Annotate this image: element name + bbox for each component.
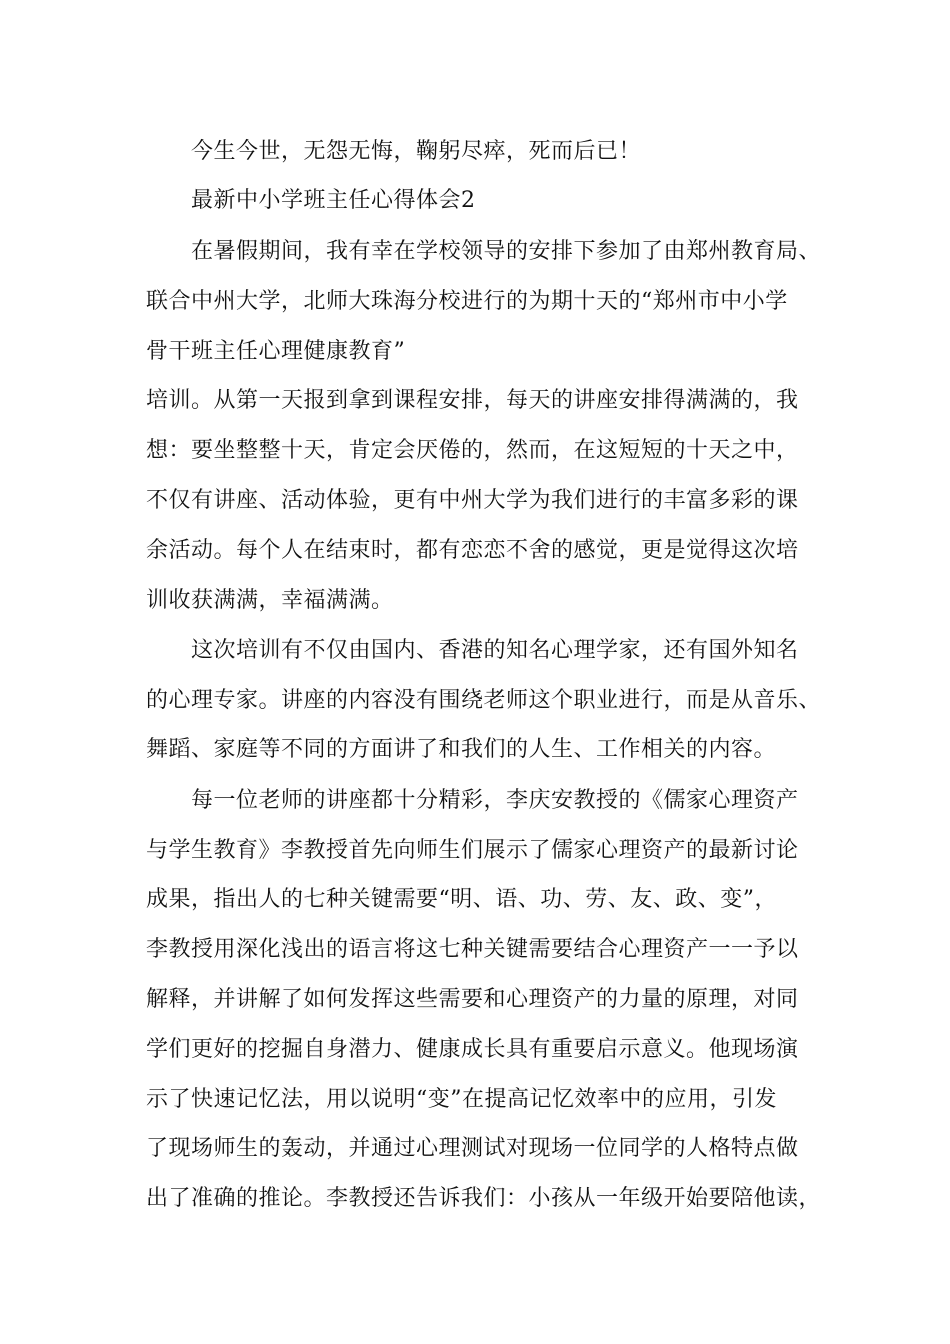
text-line: 余活动。每个人在结束时，都有恋恋不舍的感觉，更是觉得这次培 <box>146 538 799 563</box>
text-line: 示了快速记忆法，用以说明“变”在提高记忆效率中的应用，引发 <box>146 1087 777 1112</box>
text-line: 不仅有讲座、活动体验，更有中州大学为我们进行的丰富多彩的课 <box>146 488 799 513</box>
text-line: 与学生教育》李教授首先向师生们展示了儒家心理资产的最新讨论 <box>146 838 799 863</box>
text-line: 出了准确的推论。李教授还告诉我们：小孩从一年级开始要陪他读， <box>146 1186 822 1211</box>
text-line: 骨干班主任心理健康教育” <box>146 339 406 364</box>
text-line: 训收获满满，幸福满满。 <box>146 588 394 613</box>
text-line: 联合中州大学，北师大珠海分校进行的为期十天的“郑州市中小学 <box>146 289 788 314</box>
text-line: 想：要坐整整十天，肯定会厌倦的，然而，在这短短的十天之中， <box>146 438 799 463</box>
text-line: 学们更好的挖掘自身潜力、健康成长具有重要启示意义。他现场演 <box>146 1037 799 1062</box>
text-line: 这次培训有不仅由国内、香港的知名心理学家，还有国外知名 <box>191 638 799 663</box>
text-line: 今生今世，无怨无悔，鞠躬尽瘁，死而后已！ <box>191 139 642 164</box>
text-line: 在暑假期间，我有幸在学校领导的安排下参加了由郑州教育局、 <box>191 239 822 264</box>
text-line: 的心理专家。讲座的内容没有围绕老师这个职业进行，而是从音乐、 <box>146 688 822 713</box>
text-line: 每一位老师的讲座都十分精彩，李庆安教授的《儒家心理资产 <box>191 788 799 813</box>
text-line: 李教授用深化浅出的语言将这七种关键需要结合心理资产一一予以 <box>146 937 799 962</box>
text-line: 成果，指出人的七种关键需要“明、语、功、劳、友、政、变”， <box>146 887 777 912</box>
text-line: 了现场师生的轰动，并通过心理测试对现场一位同学的人格特点做 <box>146 1136 799 1161</box>
text-line: 解释，并讲解了如何发挥这些需要和心理资产的力量的原理，对同 <box>146 987 799 1012</box>
text-line: 培训。从第一天报到拿到课程安排，每天的讲座安排得满满的，我 <box>146 388 799 413</box>
text-line: 舞蹈、家庭等不同的方面讲了和我们的人生、工作相关的内容。 <box>146 737 777 762</box>
section-heading: 最新中小学班主任心得体会2 <box>191 188 476 213</box>
